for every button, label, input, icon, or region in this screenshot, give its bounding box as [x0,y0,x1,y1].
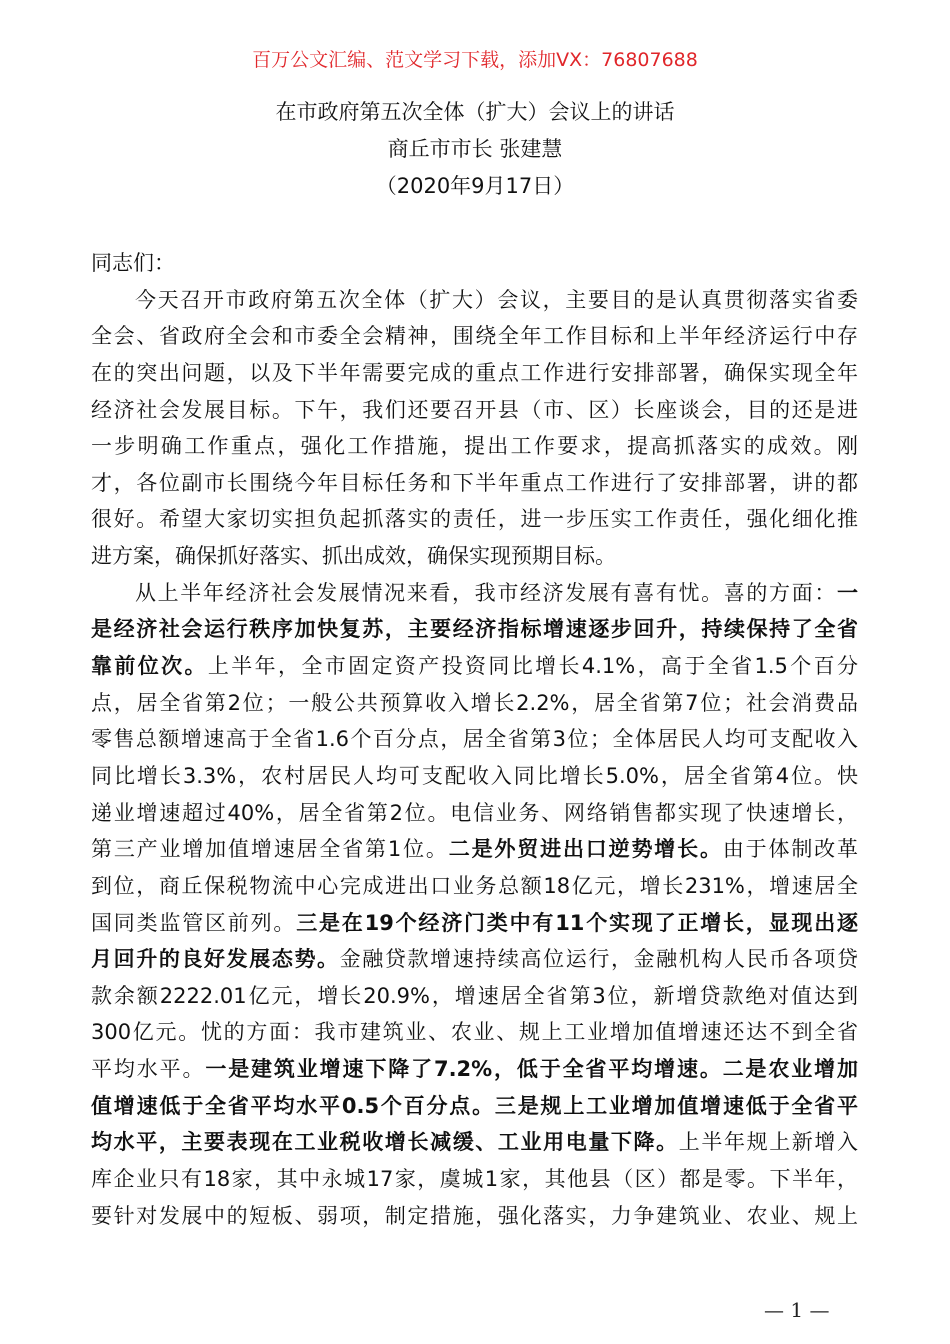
text-line [91,978,858,1015]
text-segment: 才，各位副市长围绕今年目标任务和下半年重点工作进行了安排部署，讲的都 [91,470,858,495]
text-segment: 进方案，确保抓好落实、抓出成效，确保实现预期目标。 [91,544,616,569]
text-segment: 金融贷款增速持续高位运行，金融机构人民币各项贷 [339,947,858,972]
text-line [91,685,858,722]
text-line [91,905,858,942]
text-segment: 300亿元。忧的方面：我市建筑业、农业、规上工业增加值增速还达不到全省 [91,1020,858,1045]
text-segment: 国同类监管区前列。 [91,910,297,935]
text-line [91,1088,858,1125]
text-line [91,1198,858,1235]
text-segment: 点，居全省第2位；一般公共预算收入增长2.2%，居全省第7位；社会消费品 [91,690,858,715]
text-segment: 很好。希望大家切实担负起抓落实的责任，进一步压实工作责任，强化细化推 [91,507,858,532]
document-title: 在市政府第五次全体（扩大）会议上的讲话 [275,100,675,124]
text-segment: 经济社会发展目标。下午，我们还要召开县（市、区）长座谈会，目的还是进 [91,397,858,422]
text-line [91,1124,858,1161]
text-segment: 款余额2222.01亿元，增长20.9%，增速居全省第3位，新增贷款绝对值达到 [91,983,858,1008]
text-line [91,1051,858,1088]
text-line [91,355,858,392]
bold-text-segment: 均水平，主要表现在工业税收增长减缓、工业用电量下降。 [91,1130,679,1155]
text-line [91,245,858,282]
text-segment: 同比增长3.3%，农村居民人均可支配收入同比增长5.0%，居全省第4位。快 [91,763,858,788]
speaker-line: 商丘市市长 张建慧 [387,137,563,161]
text-segment: 到位，商丘保税物流中心完成进出口业务总额18亿元，增长231%，增速居全 [91,873,858,898]
text-line [91,575,858,612]
bold-text-segment: 靠前位次。 [91,654,208,679]
text-line [91,795,858,832]
text-segment: 全会、省政府全会和市委全会精神，围绕全年工作目标和上半年经济运行中存 [91,324,858,349]
text-segment: 平均水平。 [91,1057,206,1082]
date-line: （2020年9月17日） [375,174,575,198]
text-segment: 库企业只有18家，其中永城17家，虞城1家，其他县（区）都是零。下半年， [91,1167,858,1192]
text-segment: 从上半年经济社会发展情况来看，我市经济发展有喜有忧。喜的方面： [135,580,837,605]
text-line [91,318,858,355]
text-segment: 零售总额增速高于全省1.6个百分点，居全省第3位；全体居民人均可支配收入 [91,727,858,752]
page-number: — 1 — [764,1298,830,1322]
text-line [91,611,858,648]
text-line [91,501,858,538]
watermark-banner: 百万公文汇编、范文学习下载，添加VX：76807688 [252,49,698,71]
text-segment: 在的突出问题，以及下半年需要完成的重点工作进行安排部署，确保实现全年 [91,360,858,385]
text-segment: 由于体制改革 [722,837,858,862]
bold-text-segment: 三是在19个经济门类中有11个实现了正增长，显现出逐 [296,910,858,935]
text-line [91,648,858,685]
text-line [91,1014,858,1051]
bold-text-segment: 一 [837,580,858,605]
text-line [91,758,858,795]
text-segment: 今天召开市政府第五次全体（扩大）会议，主要目的是认真贯彻落实省委 [135,287,858,312]
text-segment: 递业增速超过40%，居全省第2位。电信业务、网络销售都实现了快速增长， [91,800,858,825]
text-segment: 上半年，全市固定资产投资同比增长4.1%，高于全省1.5个百分 [207,654,858,679]
text-line [91,868,858,905]
document-body [91,245,858,1234]
bold-text-segment: 是经济社会运行秩序加快复苏，主要经济指标增速逐步回升，持续保持了全省 [91,617,858,642]
text-segment: 第三产业增加值增速居全省第1位。 [91,837,449,862]
text-line [91,1161,858,1198]
text-segment: 一步明确工作重点，强化工作措施，提出工作要求，提高抓落实的成效。刚 [91,434,858,459]
text-line [91,831,858,868]
bold-text-segment: 月回升的良好发展态势。 [91,947,340,972]
text-line [91,721,858,758]
text-line [91,465,858,502]
text-line [91,941,858,978]
text-line [91,538,858,575]
text-segment: 要针对发展中的短板、弱项，制定措施，强化落实，力争建筑业、农业、规上 [91,1203,858,1228]
bold-text-segment: 一是建筑业增速下降了7.2%，低于全省平均增速。二是农业增加 [205,1057,858,1082]
text-line [91,392,858,429]
text-segment: 上半年规上新增入 [678,1130,858,1155]
text-line [91,428,858,465]
text-segment: 同志们： [91,251,175,275]
text-line [91,282,858,319]
bold-text-segment: 值增速低于全省平均水平0.5个百分点。三是规上工业增加值增速低于全省平 [91,1093,858,1118]
bold-text-segment: 二是外贸进出口逆势增长。 [448,837,723,862]
